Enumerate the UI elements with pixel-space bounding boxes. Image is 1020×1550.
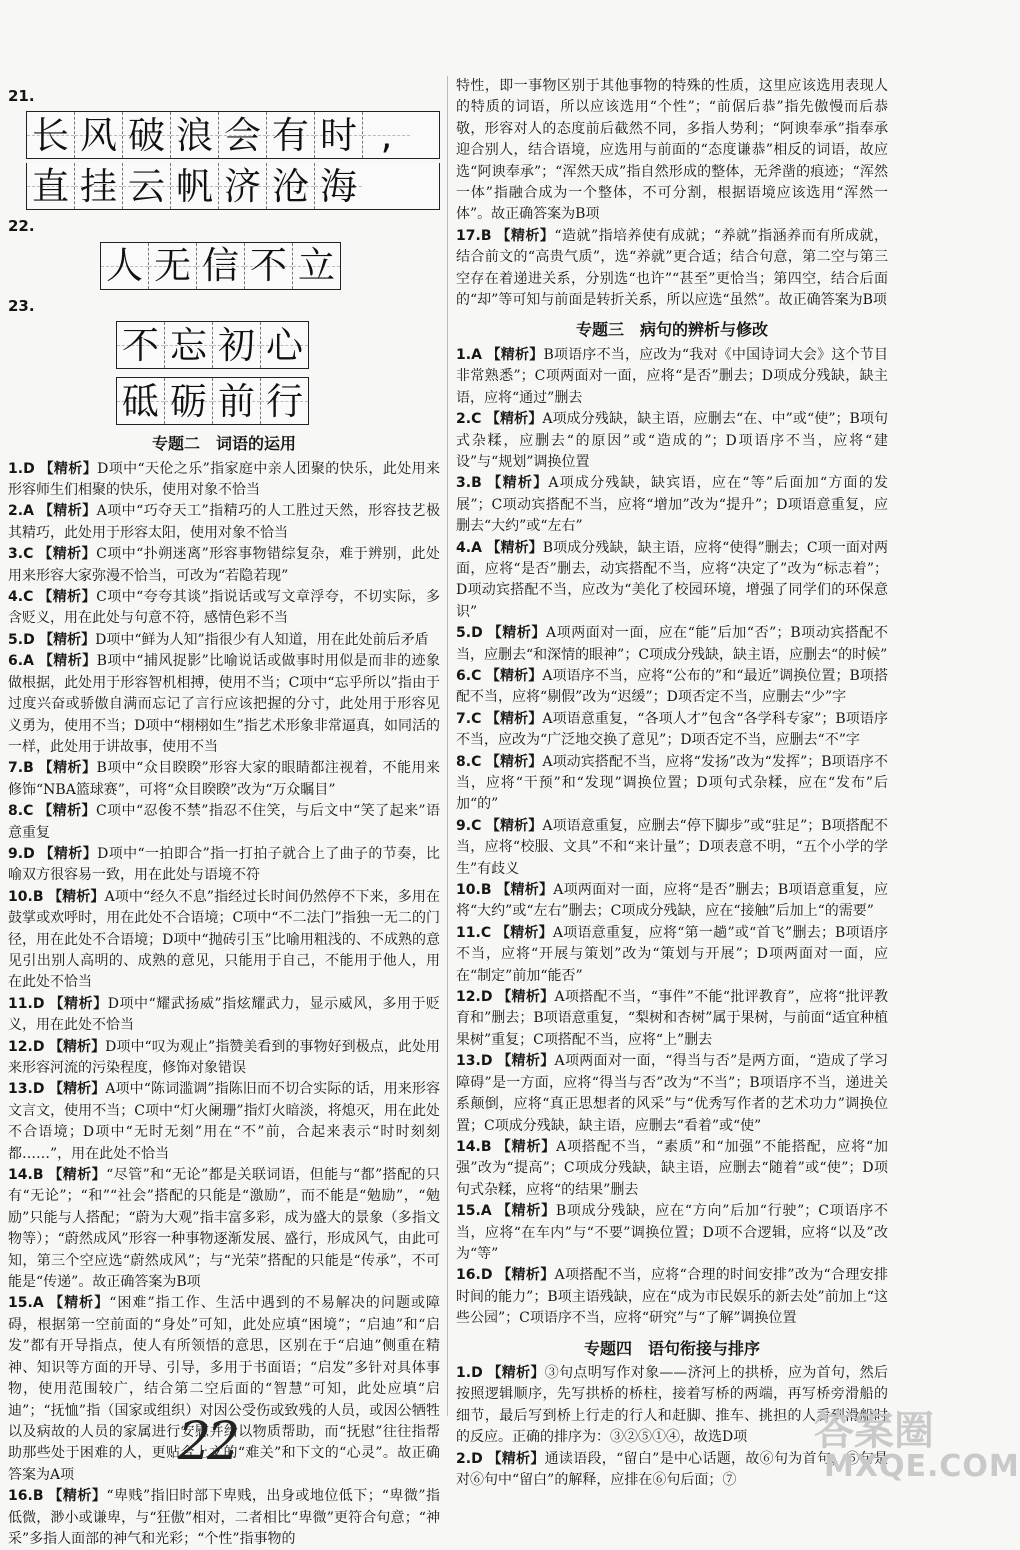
answer-letter: D — [23, 845, 35, 862]
analysis-tag: 【精析】 — [49, 995, 108, 1012]
grid-row-1 — [116, 321, 309, 369]
grid-character: 不 — [122, 323, 159, 367]
analysis-tag: 【精析】 — [38, 503, 97, 520]
answer-item — [8, 459, 440, 502]
analysis-text: A项成分残缺，缺主语，应删去“在、中”或“使”；B项句式杂糅，应删去“的原因”或“造成的”；D项语序不当，应将“建设”与“规划”调换位置 — [456, 411, 888, 470]
answer-item — [8, 544, 440, 587]
grid-cell — [165, 378, 213, 424]
answer-list — [456, 76, 888, 311]
answer-item — [456, 1051, 888, 1137]
answer-letter: B — [471, 475, 482, 492]
item-number: 7. — [456, 710, 472, 727]
grid-cell — [219, 163, 267, 209]
grid-character: 浪 — [176, 113, 213, 157]
calligraphy-grid — [116, 317, 440, 425]
grid-character: 云 — [128, 164, 165, 208]
analysis-tag: 【精析】 — [485, 667, 543, 684]
analysis-text: A项两面对一面，应将“是否”删去；B项语意重复，应将“大约”或“左右”删去；C项成分残缺，应在“接触”后加上“的需要” — [456, 882, 889, 920]
analysis-text: A项动宾搭配不当，应将“发扬”改为“发挥”；B项语序不当，应将“干预”和“发现”调换位置；D项句式杂糅，应在“发布”后加“的” — [456, 753, 888, 813]
answer-letter: B — [480, 882, 492, 899]
analysis-text: “卑贱”指旧时部下卑贱，出身或地位低下；“卑微”指低微，渺小或谦卑，与“狂傲”相对，二者相比“卑微”更符合句意；“神采”多指人面部的神气和光彩；“个性”指事物的 — [8, 1488, 440, 1547]
grid-character: 行 — [266, 379, 303, 423]
answer-item — [456, 1265, 888, 1329]
grid-row-2 — [26, 163, 440, 210]
item-number: 9. — [8, 845, 24, 862]
answer-item — [456, 1201, 888, 1265]
item-number: 17. — [456, 227, 481, 244]
answer-letter: C — [23, 803, 34, 820]
answer-letter: B — [480, 227, 492, 244]
page-number: 22 — [178, 1412, 237, 1472]
analysis-tag: 【精析】 — [496, 1203, 556, 1220]
grid-cell — [293, 243, 340, 289]
answer-letter: D — [480, 989, 493, 1006]
answer-letter: D — [480, 1267, 493, 1284]
item-number: 4. — [456, 539, 472, 556]
grid-character: 风 — [80, 113, 117, 157]
analysis-tag: 【精析】 — [486, 346, 544, 363]
answer-item — [8, 587, 440, 630]
item-number: 12. — [456, 989, 481, 1006]
item-number: 6. — [456, 667, 472, 684]
item-number: 2. — [456, 411, 472, 428]
analysis-tag: 【精析】 — [497, 1267, 555, 1284]
answer-letter: A — [23, 503, 34, 520]
analysis-tag: 【精析】 — [487, 1450, 545, 1467]
analysis-text: 通读语段，“留白”是中心话题，故⑥句为首句，⑤句是对⑥句中“留白”的解释，应排在⑥句后面；⑦ — [456, 1450, 888, 1488]
analysis-tag: 【精析】 — [497, 989, 555, 1006]
analysis-text: D项中“一拍即合”指一打拍子就合上了曲子的节奏，比喻双方很容易一致，用在此处与语境不符 — [8, 845, 440, 884]
analysis-tag: 【精析】 — [497, 1053, 555, 1070]
analysis-tag: 【精析】 — [38, 546, 97, 563]
answer-item — [456, 623, 888, 666]
answer-letter: A — [23, 653, 34, 670]
grid-character: 砥 — [122, 379, 159, 423]
analysis-tag: 【精析】 — [39, 460, 98, 477]
grid-cell — [27, 163, 75, 209]
grid-character: 忘 — [170, 323, 207, 367]
analysis-text: D项中“天伦之乐”指家庭中亲人团聚的快乐，此处用来形容师生们相聚的快乐，使用对象不恰当 — [8, 460, 440, 499]
grid-character: 沧 — [272, 164, 309, 208]
item-number: 8. — [8, 803, 24, 820]
grid-cell — [267, 163, 315, 209]
answer-letter: A — [471, 539, 482, 556]
grid-character: 不 — [250, 244, 287, 288]
analysis-text: A项两面对一面，“得当与否”是两方面，“造成了学习障碍”是一方面，应将“得当与否”改为“不当”；B项语序不当，递进关系颠倒，应将“真正思想者的风采”与“优秀写作者的艺术功力”调换位置；C项成分残缺，缺主语，应删去“看着”或“使” — [456, 1053, 888, 1134]
calligraphy-grid — [26, 111, 440, 210]
item-number: 14. — [456, 1138, 481, 1155]
answer-item — [8, 801, 440, 844]
analysis-tag: 【精析】 — [48, 1488, 107, 1505]
analysis-text: A项搭配不当，“素质”和“加强”不能搭配，应将“加强”改为“提高”；C项成分残缺，缺主语，应删去“随着”或“使”；D项句式杂糅，应将“的结果”删去 — [456, 1138, 889, 1198]
grid-cell — [171, 112, 219, 158]
grid-cell — [213, 378, 261, 424]
analysis-text: C项中“扑朔迷离”形容事物错综复杂，难于辨别，此处用来形容大家弥漫不恰当，可改为“若隐若现” — [8, 546, 441, 584]
analysis-tag: 【精析】 — [485, 753, 543, 770]
item-number: 9. — [456, 817, 472, 834]
grid-cell — [245, 243, 293, 289]
answer-item — [456, 345, 888, 409]
analysis-text: A项中“经久不息”指经过长时间仍然停不下来，多用在鼓掌或欢呼时，用在此处不合语境；C项中“不二法门”指独一无二的门径，用在此处不合语境；D项中“抛砖引玉”比喻用粗浅的、不成熟的意见引出别人高明的、成熟的意见，只能用于自己，不能用于他人，用在此处不恰当 — [8, 888, 440, 991]
grid-character: 时 — [320, 113, 357, 157]
answer-item — [8, 1079, 440, 1165]
grid-cell — [363, 112, 410, 158]
answer-letter: D — [471, 625, 483, 642]
answer-item — [456, 923, 888, 987]
item-number: 14. — [8, 1167, 33, 1184]
analysis-tag: 【精析】 — [487, 1364, 545, 1381]
section-title: 专题三 病句的辨析与修改 — [575, 320, 768, 340]
item-number: 13. — [8, 1081, 33, 1098]
watermark-text: 答案圈 — [814, 1408, 934, 1454]
answer-letter: C — [23, 589, 34, 606]
item-number: 5. — [456, 625, 472, 642]
analysis-text: A项语序不当，应将“公布的”和“最近”调换位置；B项搭配不当，应将“剔假”改为“迟缓”；D项否定不当，应删去“少”字 — [456, 667, 889, 706]
question-21 — [8, 86, 440, 210]
analysis-tag: 【精析】 — [39, 631, 96, 648]
analysis-text: “尽管”和“无论”都是关联词语，但能与“都”搭配的只有“无论”；“和”“社会”搭配的只能是“激励”，而不能是“勉励”，“勉励”只能与人搭配；“蔚为大观”指丰富多彩，成为盛大的景象（多指文物等）；“蔚然成风”形容一种事物逐渐发展、盛行，形成风气，由此可知，第三个空应选“蔚然成风”；与“光荣”搭配的只能是“传承”，不可能是“传递”。故正确答案为B项 — [8, 1167, 440, 1291]
grid-row-2 — [116, 377, 309, 425]
analysis-text: A项成分残缺，缺宾语，应在“等”后面加“方面的发展”；C项动宾搭配不当，应将“增加”改为“提升”；D项语意重复，应删去“大约”或“左右” — [456, 475, 889, 535]
grid-cell — [27, 112, 75, 158]
answer-item — [8, 630, 440, 651]
grid-character: 海 — [320, 164, 357, 208]
answer-item — [8, 1486, 440, 1550]
grid-character: 有 — [272, 113, 309, 157]
item-number: 1. — [8, 460, 24, 477]
analysis-text: B项成分残缺，缺主语，应将“使得”删去；C项一面对两面，应将“是否”删去，动宾搭配不当，应将“决定了”改为“标志着”；D项动宾搭配不当，应改为“美化了校园环境，增强了同学们的环保意识” — [456, 539, 888, 620]
analysis-tag: 【精析】 — [38, 803, 96, 820]
grid-cell — [261, 378, 308, 424]
analysis-text: B项成分残缺，应在“方向”后加“行驶”；C项语序不当，应将“在车内”与“不要”调换位置；D项不合逻辑，应将“以及”改为“等” — [456, 1203, 888, 1262]
analysis-tag: 【精析】 — [49, 1295, 110, 1312]
answer-letter: A — [480, 1203, 492, 1220]
item-number: 3. — [456, 475, 472, 492]
analysis-text: B项中“众目睽睽”形容大家的眼睛都注视着，不能用来修饰“NBA篮球赛”，可将“众目睽睽”改为“万众瞩目” — [8, 760, 440, 798]
grid-character: 破 — [128, 113, 165, 157]
analysis-text: A项中“巧夺天工”指精巧的人工胜过天然，形容技艺极其精巧，此处用于形容太阳，使用对象不恰当 — [8, 503, 440, 541]
answer-letter: D — [480, 1053, 493, 1070]
grid-character: 立 — [298, 244, 335, 288]
analysis-tag: 【精析】 — [496, 227, 555, 244]
grid-cell — [171, 163, 219, 209]
item-number: 10. — [456, 882, 481, 899]
column-divider — [447, 76, 448, 1416]
question-22 — [8, 216, 440, 289]
analysis-text: 特性，即一事物区别于其他事物的特殊的性质，这里应该选用表现人的特质的词语，所以应该选用“个性”；“前倨后恭”指先傲慢而后恭敬，形容对人的态度前后截然不同，多指人势利；“阿谀奉承”指奉承迎合别人，结合语境，应选用与前面的“态度谦恭”相反的词语，故应选“阿谀奉承”；“浑然天成”指自然形成的整体，无斧凿的痕迹；“浑然一体”指融合成为一个整体，不可分割，根据语境应该选用“浑然一体”。故正确答案为B项 — [456, 78, 888, 223]
answer-item — [456, 816, 888, 880]
item-number: 6. — [8, 653, 24, 670]
grid-cell — [149, 243, 197, 289]
analysis-text: D项中“耀武扬威”指炫耀武力，显示威风，多用于贬义，用在此处不恰当 — [8, 995, 441, 1034]
analysis-text: “造就”指培养使有成就；“养就”指涵养而有所成就，结合前文的“高贵气质”，选“养就”更合适；结合句意，第二空与第三空存在着递进关系，分别选“也许”“甚至”更恰当；第四空，结合后面的“却”等可知与前面是转折关系，所以应选“虽然”。故正确答案为B项 — [456, 227, 888, 309]
answer-letter: B — [32, 1167, 44, 1184]
analysis-text: D项中“叹为观止”指赞美看到的事物好到极点，此处用来形容河流的污染程度，修饰对象错误 — [8, 1038, 441, 1076]
grid-character: 济 — [224, 164, 261, 208]
question-number: 21. — [8, 87, 35, 105]
item-number: 7. — [8, 760, 24, 777]
item-number: 16. — [456, 1267, 481, 1284]
answer-letter: D — [471, 1364, 483, 1381]
grid-cell — [213, 322, 261, 368]
question-number: 22. — [8, 217, 35, 236]
analysis-tag: 【精析】 — [485, 710, 543, 727]
analysis-text: A项中“陈词滥调”指陈旧而不切合实际的话，用来形容文言文，使用不当；C项中“灯火阑珊”指灯火暗淡，将熄灭，用在此处不合语境；D项中“无时无刻”用在“不”前，合起来表示“时时刻刻都……”，用在此处不恰当 — [8, 1081, 440, 1162]
analysis-tag: 【精析】 — [487, 625, 546, 642]
answer-letter: C — [471, 817, 482, 834]
right-column — [456, 76, 888, 1491]
item-number: 10. — [8, 888, 33, 905]
question-number: 23. — [8, 296, 35, 315]
analysis-tag: 【精析】 — [495, 924, 553, 941]
answer-item — [456, 709, 888, 752]
analysis-text: A项语意重复，应删去“停下脚步”或“驻足”；B项搭配不当，应将“校服、文具”不和“来计量”；D项表意不明，“五个小学的学生”有歧义 — [456, 817, 888, 877]
answer-item — [8, 1165, 440, 1293]
answer-letter: D — [471, 1450, 483, 1467]
grid-cell — [267, 112, 315, 158]
analysis-text: ③句点明写作对象——济河上的拱桥，应为首句，然后按照逻辑顺序，先写拱桥的桥柱，接着写桥的两端，再写桥旁滑船的细节，最后写到桥上行走的行人和赶脚、推车、挑担的人看到滑船时的反应。正确的排序为：③②⑤①④，故选D项 — [456, 1364, 888, 1446]
answer-letter: B — [480, 1138, 492, 1155]
grid-character: 初 — [218, 323, 255, 367]
analysis-tag: 【精析】 — [38, 653, 97, 670]
answer-letter: C — [480, 924, 492, 941]
section-title: 专题四 语句衔接与排序 — [583, 1338, 760, 1358]
answer-item — [456, 987, 888, 1051]
answer-letter: C — [471, 753, 482, 770]
grid-character: 人 — [106, 244, 143, 288]
answer-item — [456, 880, 888, 923]
grid-cell — [117, 378, 165, 424]
item-number: 11. — [456, 924, 481, 941]
grid-character: 无 — [154, 244, 191, 288]
answer-item — [456, 752, 888, 816]
analysis-tag: 【精析】 — [38, 760, 97, 777]
answer-item — [456, 666, 888, 709]
grid-cell — [123, 163, 171, 209]
item-number: 1. — [456, 1364, 472, 1381]
analysis-tag: 【精析】 — [48, 1038, 106, 1055]
analysis-text: C项中“夸夸其谈”指说话或写文章浮夸，不切实际，多含贬义，用在此处与句意不符，感情色彩不当 — [8, 589, 441, 627]
item-number: 16. — [8, 1488, 33, 1505]
analysis-tag: 【精析】 — [485, 411, 543, 428]
item-number: 3. — [8, 546, 24, 563]
answer-letter: B — [32, 888, 44, 905]
analysis-text: D项中“鲜为人知”指很少有人知道，用在此处前后矛盾 — [95, 631, 429, 648]
analysis-tag: 【精析】 — [39, 845, 98, 862]
grid-cell — [117, 322, 165, 368]
answer-item — [8, 887, 440, 994]
analysis-text: A项搭配不当，应将“合理的时间安排”改为“合理安排时间的能力”；B项主语残缺，应在“成为市民娱乐的新去处”前加上“这些公园”；C项语序不当，应将“研究”与“了解”调换位置 — [456, 1267, 888, 1327]
grid-cell — [261, 322, 308, 368]
grid-cell — [123, 112, 171, 158]
left-column — [8, 80, 440, 1550]
answer-letter: D — [32, 1081, 45, 1098]
analysis-text: B项中“捕风捉影”比喻说话或做事时用似是而非的迹象做根据，此处用于形容智机相搏，使用不当；C项中“忘乎所以”指由于过度兴奋或骄傲自满而忘记了言行应该把握的分寸，此处用于形容见义勇为，使用不当；D项中“栩栩如生”指艺术形象非常逼真，如同活的一样，此处用于讲故事，使用不当 — [8, 653, 441, 755]
item-number: 5. — [8, 631, 24, 648]
answer-item — [8, 758, 440, 801]
section-title: 专题二 词语的运用 — [151, 434, 296, 454]
answer-letter: D — [23, 631, 35, 648]
item-number: 8. — [456, 753, 472, 770]
watermark-logo — [800, 1395, 1020, 1487]
answer-item — [456, 538, 888, 624]
answer-letter: C — [23, 546, 34, 563]
grid-character: 信 — [202, 244, 239, 288]
grid-cell — [219, 112, 267, 158]
analysis-tag: 【精析】 — [496, 882, 554, 899]
grid-character: 会 — [224, 113, 261, 157]
answer-letter: B — [32, 1488, 44, 1505]
item-number: 1. — [456, 346, 472, 363]
grid-character: 直 — [32, 164, 69, 208]
answer-item — [456, 226, 888, 312]
answer-item — [8, 651, 440, 758]
answer-letter: D — [32, 995, 45, 1012]
analysis-text: C项中“忍俊不禁”指忍不住笑，与后文中“笑了起来”语意重复 — [8, 803, 441, 841]
grid-row-1 — [26, 111, 440, 159]
answer-item — [456, 473, 888, 537]
answer-item — [456, 409, 888, 473]
answer-letter: A — [471, 346, 482, 363]
question-23 — [8, 296, 440, 425]
analysis-tag: 【精析】 — [485, 817, 543, 834]
answer-list — [8, 459, 440, 1550]
answer-item — [8, 844, 440, 887]
item-number: 2. — [456, 1450, 472, 1467]
analysis-text: A项两面对一面，应在“能”后加“否”；B项动宾搭配不当，应删去“和深情的眼神”；C项成分残缺，缺主语，应删去“的时候” — [456, 625, 888, 663]
analysis-tag: 【精析】 — [487, 475, 549, 492]
watermark-url: MXQE.COM — [824, 1449, 1020, 1484]
analysis-text: “困难”指工作、生活中遇到的不易解决的问题或障碍，根据第一空前面的“身处”可知，此处应填“困境”；“启迪”和“启发”都有开导指点，使人有所领悟的意思，区别在于“启迪”侧重在精神、知识等方面的开导、引导，多用于书面语；“启发”多针对具体事物，使用范围较广，结合第二空后面的“智慧”可知，此处应填“启迪”；“抚恤”指（国家或组织）对因公受伤或致残的人员，或因公牺牲以及病故的人员的家属进行安慰并给以物质帮助，而“抚慰”往往指帮助那些处于困难的人，更贴合上文的“难关”和下文的“心灵”。故正确答案为A项 — [8, 1295, 441, 1483]
answer-letter: A — [32, 1295, 44, 1312]
grid-cell — [75, 163, 123, 209]
grid-character: 心 — [266, 323, 303, 367]
item-number: 12. — [8, 1038, 33, 1055]
grid-character: 砺 — [170, 379, 207, 423]
grid-cell — [75, 112, 123, 158]
item-number: 15. — [456, 1203, 481, 1220]
item-number: 13. — [456, 1053, 481, 1070]
analysis-tag: 【精析】 — [496, 1138, 557, 1155]
item-number: 15. — [8, 1295, 33, 1312]
analysis-text: A项搭配不当，“事件”不能“批评教育”，应将“批评教育和”删去；B项语意重复，“梨树和杏树”属于果树，与前面“适宜种植果树”重复；C项搭配不当，应将“上”删去 — [456, 989, 889, 1048]
grid-cell — [101, 243, 149, 289]
analysis-tag: 【精析】 — [48, 888, 105, 905]
analysis-tag: 【精析】 — [48, 1167, 107, 1184]
answer-letter: D — [32, 1038, 45, 1055]
analysis-tag: 【精析】 — [38, 589, 97, 606]
grid-cell — [315, 112, 363, 158]
answer-list — [456, 345, 888, 1330]
answer-letter: C — [471, 667, 482, 684]
analysis-tag: 【精析】 — [48, 1081, 106, 1098]
calligraphy-grid — [100, 238, 440, 290]
item-number: 4. — [8, 589, 24, 606]
answer-item — [8, 1037, 440, 1080]
grid-character: 帆 — [176, 164, 213, 208]
analysis-text: B项语序不当，应改为“我对《中国诗词大会》这个节目非常熟悉”；C项两面对一面，应将“是否”删去；D项成分残缺，缺主语，应将“通过”删去 — [456, 346, 889, 406]
analysis-text: A项语意重复，应将“第一趟”或“首飞”删去；B项语序不当，应将“开展与策划”改为“策划与开展”；D项两面对一面，应在“制定”前加“能否” — [456, 924, 889, 984]
analysis-tag: 【精析】 — [486, 539, 543, 556]
analysis-text: A项语意重复，“各项人才”包含“各学科专家”；B项语序不当，应改为“广泛地交换了意见”；D项否定不当，应删去“不”字 — [456, 710, 888, 749]
grid-character: 挂 — [80, 164, 117, 208]
answer-item — [8, 994, 440, 1037]
item-number: 11. — [8, 995, 33, 1012]
answer-item — [8, 501, 440, 544]
grid-cell — [315, 163, 362, 209]
answer-letter: C — [471, 411, 482, 428]
answer-item — [456, 1137, 888, 1201]
item-number: 2. — [8, 503, 24, 520]
grid-cell — [197, 243, 245, 289]
grid-row-1 — [100, 242, 341, 290]
grid-cell — [165, 322, 213, 368]
answer-letter: D — [23, 460, 35, 477]
grid-character: , — [380, 113, 393, 157]
answer-item — [456, 76, 888, 226]
grid-character: 长 — [32, 113, 69, 157]
answer-letter: C — [471, 710, 482, 727]
answer-letter: B — [23, 760, 34, 777]
grid-character: 前 — [218, 379, 255, 423]
